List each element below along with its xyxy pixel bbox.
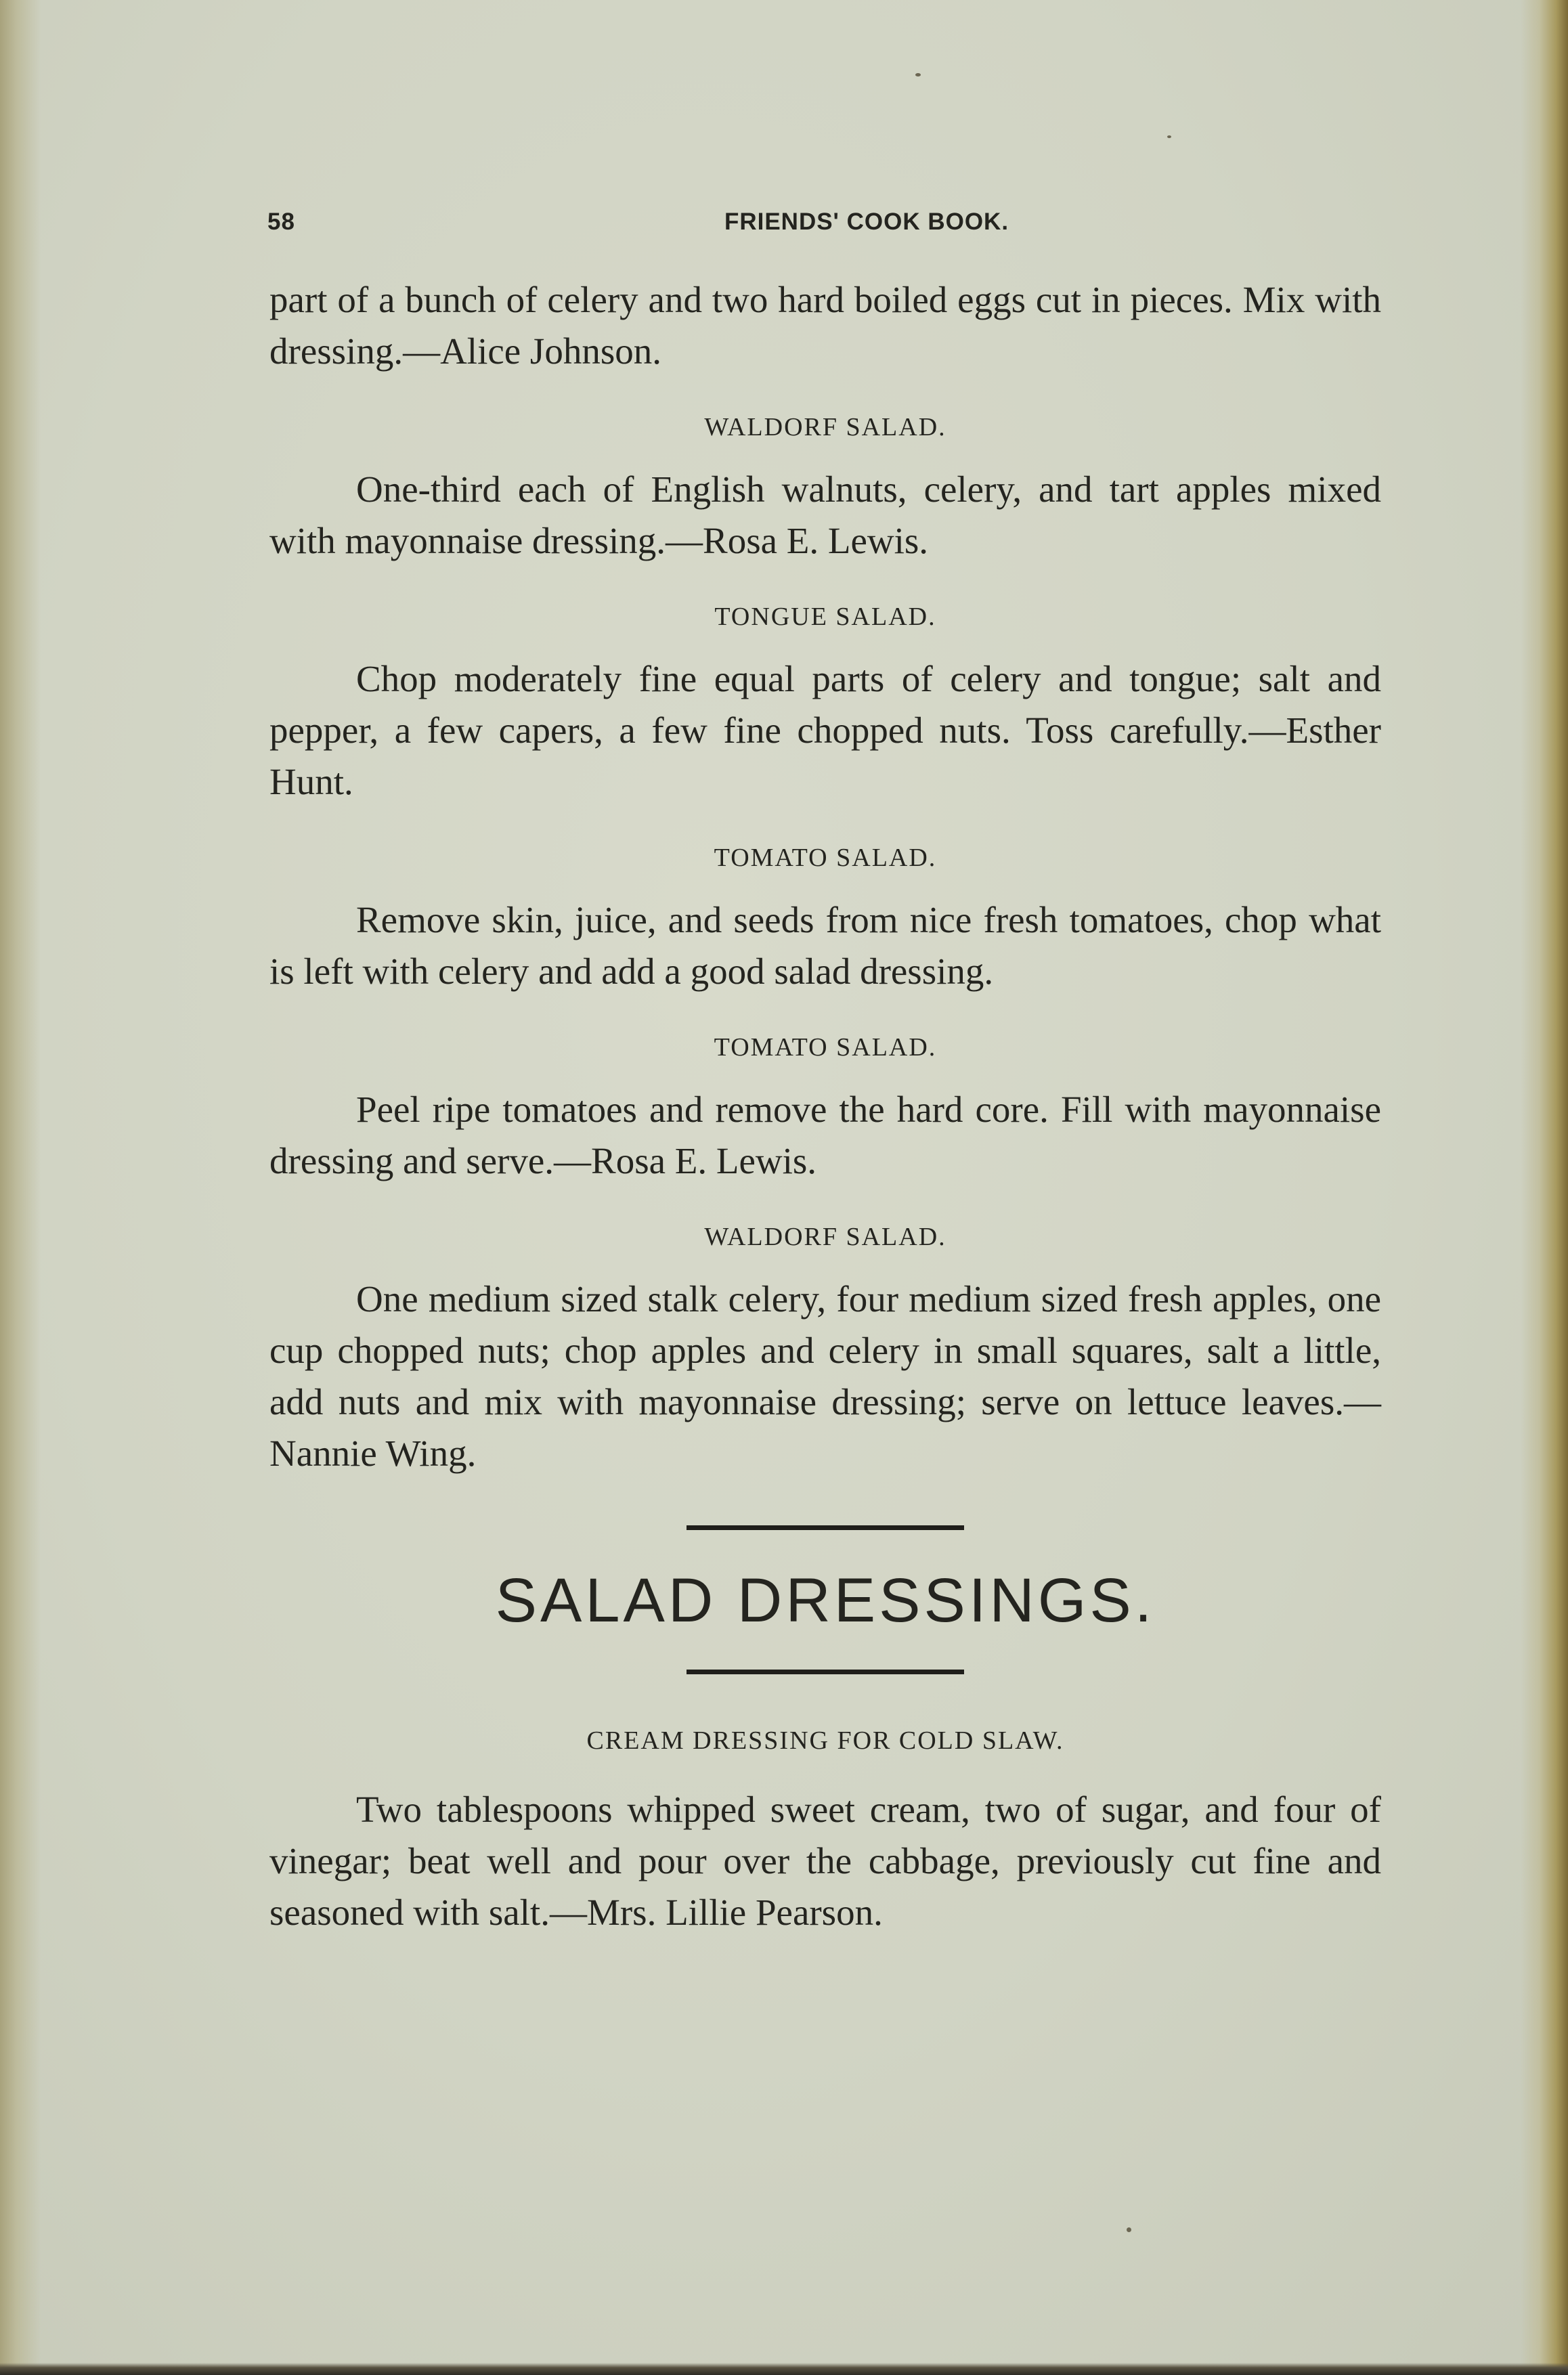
recipe-title: TONGUE SALAD. [714,603,936,631]
recipe-text: Peel ripe tomatoes and remove the hard core. Fill with mayonnaise dressing and serve.—Rosa E. Lewis. [269,1089,1381,1181]
recipe-text: Two tablespoons whipped sweet cream, two of sugar, and four of vinegar; beat well and pour over the cabbage, previously cut fine and seasoned with salt.—Mrs. Lillie Pearson. [269,1789,1381,1933]
recipe-tongue-salad [269,602,1381,808]
recipe-cream-dressing [269,1726,1381,1938]
paper-speck [915,73,921,77]
paper-speck [1167,135,1171,138]
book-title: FRIENDS' COOK BOOK. [724,209,1009,235]
recipe-text: One-third each of English walnuts, celery, and tart apples mixed with mayonnaise dressing.—Rosa E. Lewis. [269,469,1381,561]
continued-paragraph: part of a bunch of celery and two hard boiled eggs cut in pieces. Mix with dressing.—Alice Johnson. [269,279,1381,372]
page-edge-right [1521,0,1568,2375]
recipe-text: One medium sized stalk celery, four medium sized fresh apples, one cup chopped nuts; chop apples and celery in small squares, salt a little, add nuts and mix with mayonnaise dressing; serve on lettuce leaves.—Nannie Wing. [269,1278,1381,1474]
page-number: 58 [267,209,295,235]
recipe-tomato-salad [269,843,1381,997]
section-rule-top [687,1525,964,1530]
recipe-title: WALDORF SALAD. [704,413,946,441]
section-title: SALAD DRESSINGS. [495,1566,1156,1635]
paper-speck [1127,2227,1131,2232]
recipe-title: TOMATO SALAD. [714,1033,937,1062]
recipe-title: CREAM DRESSING FOR COLD SLAW. [586,1726,1064,1755]
section-rule-bottom [687,1670,964,1674]
recipe-title: TOMATO SALAD. [714,844,937,872]
recipe-text: Remove skin, juice, and seeds from nice fresh tomatoes, chop what is left with celery and add a good salad dressing. [269,899,1381,992]
recipe-tomato-salad-2 [269,1032,1381,1187]
recipe-text: Chop moderately fine equal parts of celery and tongue; salt and pepper, a few capers, a few fine chopped nuts. Toss carefully.—Esther Hunt. [269,658,1381,802]
page-content [269,274,1381,1938]
running-head [267,209,1385,242]
page-edge-left [0,0,41,2375]
recipe-waldorf-salad [269,412,1381,567]
recipe-waldorf-salad-2 [269,1222,1381,1479]
page-edge-bottom [0,2363,1568,2375]
recipe-title: WALDORF SALAD. [704,1223,946,1251]
